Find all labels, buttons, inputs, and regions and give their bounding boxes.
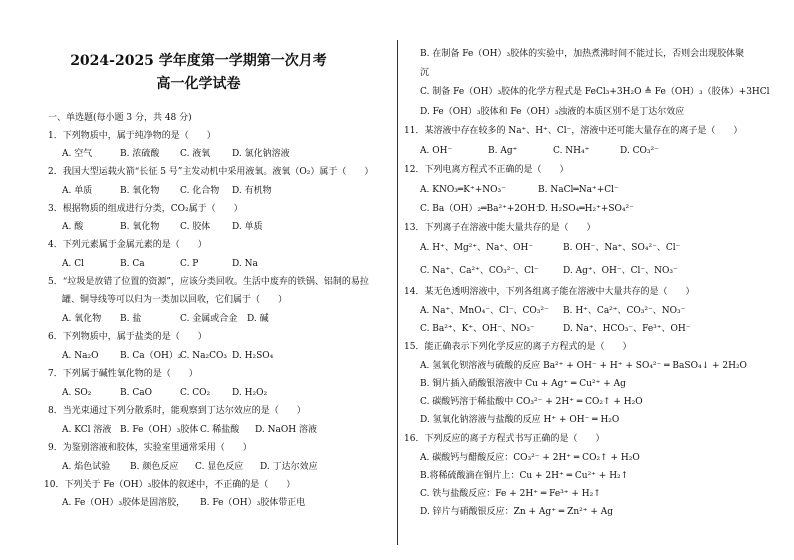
- text-line: 13．下列离子在溶液中能大量共存的是（ ）: [404, 223, 596, 233]
- text-line: B. 盐: [120, 314, 142, 324]
- text-line: D. 锌片与硝酸银反应：Zn + Ag⁺ ═ Zn²⁺ + Ag: [420, 507, 614, 517]
- text-line: A. Na⁺、MnO₄⁻、Cl⁻、CO₃²⁻: [420, 306, 549, 316]
- text-line: D. Ag⁺、OH⁻、Cl⁻、NO₃⁻: [563, 266, 678, 276]
- text-line: B. Fe（OH）₃胶体: [120, 425, 199, 435]
- text-line: C. 显色反应: [195, 462, 244, 472]
- text-line: A. OH⁻: [420, 146, 453, 156]
- text-line: 罐、铜导线等可以归为一类加以回收，它们属于（ ）: [62, 295, 288, 305]
- text-line: 6．下列物质中，属于盐类的是（ ）: [48, 332, 207, 342]
- text-line: A. 氧化物: [62, 314, 102, 324]
- text-line: C. 碳酸钙溶于稀盐酸中 CO₃²⁻ + 2H⁺ ═ CO₂↑ + H₂O: [420, 397, 643, 407]
- text-line: C. 液氧: [180, 149, 211, 159]
- text-line: D. NaOH 溶液: [255, 425, 317, 435]
- text-line: A. KCl 溶液: [62, 425, 112, 435]
- text-line: 10．下列关于 Fe（OH）₃胶体的叙述中，不正确的是（ ）: [44, 480, 296, 490]
- text-line: C. 稀盐酸: [200, 425, 240, 435]
- text-line: 11．某溶液中存在较多的 Na⁺、H⁺、Cl⁻，溶液中还可能大量存在的离子是（ ）: [404, 126, 743, 136]
- text-line: 12．下列电离方程式不正确的是（ ）: [404, 165, 569, 175]
- text-line: D. 单质: [232, 222, 263, 232]
- exam-title: 2024-2025 学年度第一学期第一次月考: [70, 53, 327, 69]
- text-line: C. 制备 Fe（OH）₃胶体的化学方程式是 FeCl₃+3H₂O ≜ Fe（OH）₃（胶体）+3HCl: [420, 87, 770, 97]
- text-line: D. 氯化钠溶液: [232, 149, 290, 159]
- text-line: 沉: [420, 68, 430, 78]
- text-line: B. 在制备 Fe（OH）₃胶体的实验中，加热煮沸时间不能过长，否则会出现胶体聚: [420, 49, 745, 59]
- text-line: 1．下列物质中，属于纯净物的是（ ）: [48, 131, 216, 141]
- text-line: B. Fe（OH）₃胶体带正电: [200, 498, 306, 508]
- text-line: D. H₂O₂: [232, 388, 268, 398]
- text-line: C. P: [180, 259, 199, 269]
- text-line: A. Fe（OH）₃胶体是固溶胶，: [62, 498, 186, 508]
- text-line: B. Ag⁺: [488, 146, 518, 156]
- text-line: 3．根据物质的组成进行分类，CO₂属于（ ）: [48, 204, 243, 214]
- text-line: B. 铜片插入硝酸银溶液中 Cu + Ag⁺ ═ Cu²⁺ + Ag: [420, 379, 626, 389]
- text-line: 4．下列元素属于金属元素的是（ ）: [48, 240, 207, 250]
- text-line: D. 碱: [247, 314, 269, 324]
- text-line: 9．为鉴别溶液和胶体，实验室里通常采用（ ）: [48, 443, 252, 453]
- text-line: D. Na⁺、HCO₃⁻、Fe³⁺、OH⁻: [563, 324, 691, 334]
- text-line: C. 化合物: [180, 186, 220, 196]
- text-line: D. 丁达尔效应: [260, 462, 318, 472]
- text-line: A. Na₂O: [62, 351, 99, 361]
- text-line: C. CO₂: [180, 388, 211, 398]
- text-line: A. 单质: [62, 186, 93, 196]
- text-line: A. H⁺、Mg²⁺、Na⁺、OH⁻: [420, 243, 534, 253]
- section-heading: 一、单选题(每小题 3 分，共 48 分): [48, 113, 192, 123]
- text-line: 16．下列反应的离子方程式书写正确的是（ ）: [404, 434, 605, 444]
- text-line: B. NaCl═Na⁺+Cl⁻: [538, 185, 619, 195]
- text-line: A. SO₂: [62, 388, 92, 398]
- text-line: 15．能正确表示下列化学反应的离子方程式的是（ ）: [404, 342, 632, 352]
- text-line: 8．当光束通过下列分散系时，能观察到丁达尔效应的是（ ）: [48, 406, 306, 416]
- text-line: A. 空气: [62, 149, 93, 159]
- text-line: D. Fe（OH）₃胶体和 Fe（OH）₃浊液的本质区别不是丁达尔效应: [420, 107, 685, 117]
- text-line: A. 焰色试验: [62, 462, 111, 472]
- text-line: C. Ba（OH）₂═Ba²⁺+2OH⁻: [420, 204, 541, 214]
- text-line: B. 氧化物: [120, 222, 160, 232]
- text-line: C. Na₂CO₃: [180, 351, 228, 361]
- text-line: D. 氢氧化钠溶液与盐酸的反应 H⁺ + OH⁻ ═ H₂O: [420, 415, 620, 425]
- text-line: 2．我国大型运载火箭“长征 5 号”主发动机中采用液氧。液氧（O₂）属于（ ）: [48, 167, 374, 177]
- text-line: A. Cl: [62, 259, 84, 269]
- text-line: B. OH⁻、Na⁺、SO₄²⁻、Cl⁻: [563, 243, 681, 253]
- text-line: B. 浓硫酸: [120, 149, 160, 159]
- text-line: A. 碳酸钙与醋酸反应：CO₃²⁻ + 2H⁺ ═ CO₂↑ + H₂O: [420, 453, 640, 463]
- text-line: B. Ca（OH）₂: [120, 351, 182, 361]
- text-line: C. 金属或合金: [180, 314, 238, 324]
- text-line: B. 颜色反应: [130, 462, 179, 472]
- text-line: A. 酸: [62, 222, 84, 232]
- text-line: C. 胶体: [180, 222, 211, 232]
- text-line: 5．“垃圾是放错了位置的资源”，应该分类回收。生活中废弃的铁锅、铝制的易拉: [48, 277, 369, 287]
- text-line: C. NH₄⁺: [553, 146, 590, 156]
- text-line: A. 氢氧化钡溶液与硫酸的反应 Ba²⁺ + OH⁻ + H⁺ + SO₄²⁻ ═ BaSO₄↓ + 2H₂O: [420, 361, 747, 371]
- text-line: A. KNO₃═K⁺+NO₃⁻: [420, 185, 506, 195]
- text-line: B. CaO: [120, 388, 152, 398]
- text-line: D. 有机物: [232, 186, 272, 196]
- text-line: B. H⁺、Ca²⁺、CO₃²⁻、NO₃⁻: [563, 306, 686, 316]
- text-line: C. Ba²⁺、K⁺、OH⁻、NO₃⁻: [420, 324, 535, 334]
- text-line: 7．下列属于碱性氧化物的是（ ）: [48, 369, 198, 379]
- text-line: D. H₂SO₄: [232, 351, 274, 361]
- exam-subtitle: 高一化学试卷: [156, 76, 241, 92]
- text-line: D. CO₃²⁻: [620, 146, 659, 156]
- text-line: C. Na⁺、Ca²⁺、CO₃²⁻、Cl⁻: [420, 266, 539, 276]
- text-line: C. 铁与盐酸反应：Fe + 2H⁺ ═ Fe³⁺ + H₂↑: [420, 489, 601, 499]
- text-line: D. H₂SO₄═H₂⁺+SO₄²⁻: [538, 204, 634, 214]
- text-line: B. Ca: [120, 259, 145, 269]
- text-line: B. 氧化物: [120, 186, 160, 196]
- column-divider: [397, 40, 398, 545]
- text-line: 14．某无色透明溶液中，下列各组离子能在溶液中大量共存的是（ ）: [404, 287, 695, 297]
- text-line: D. Na: [232, 259, 258, 269]
- text-line: B.将稀硫酸滴在铜片上：Cu + 2H⁺ ═ Cu²⁺ + H₂↑: [420, 471, 629, 481]
